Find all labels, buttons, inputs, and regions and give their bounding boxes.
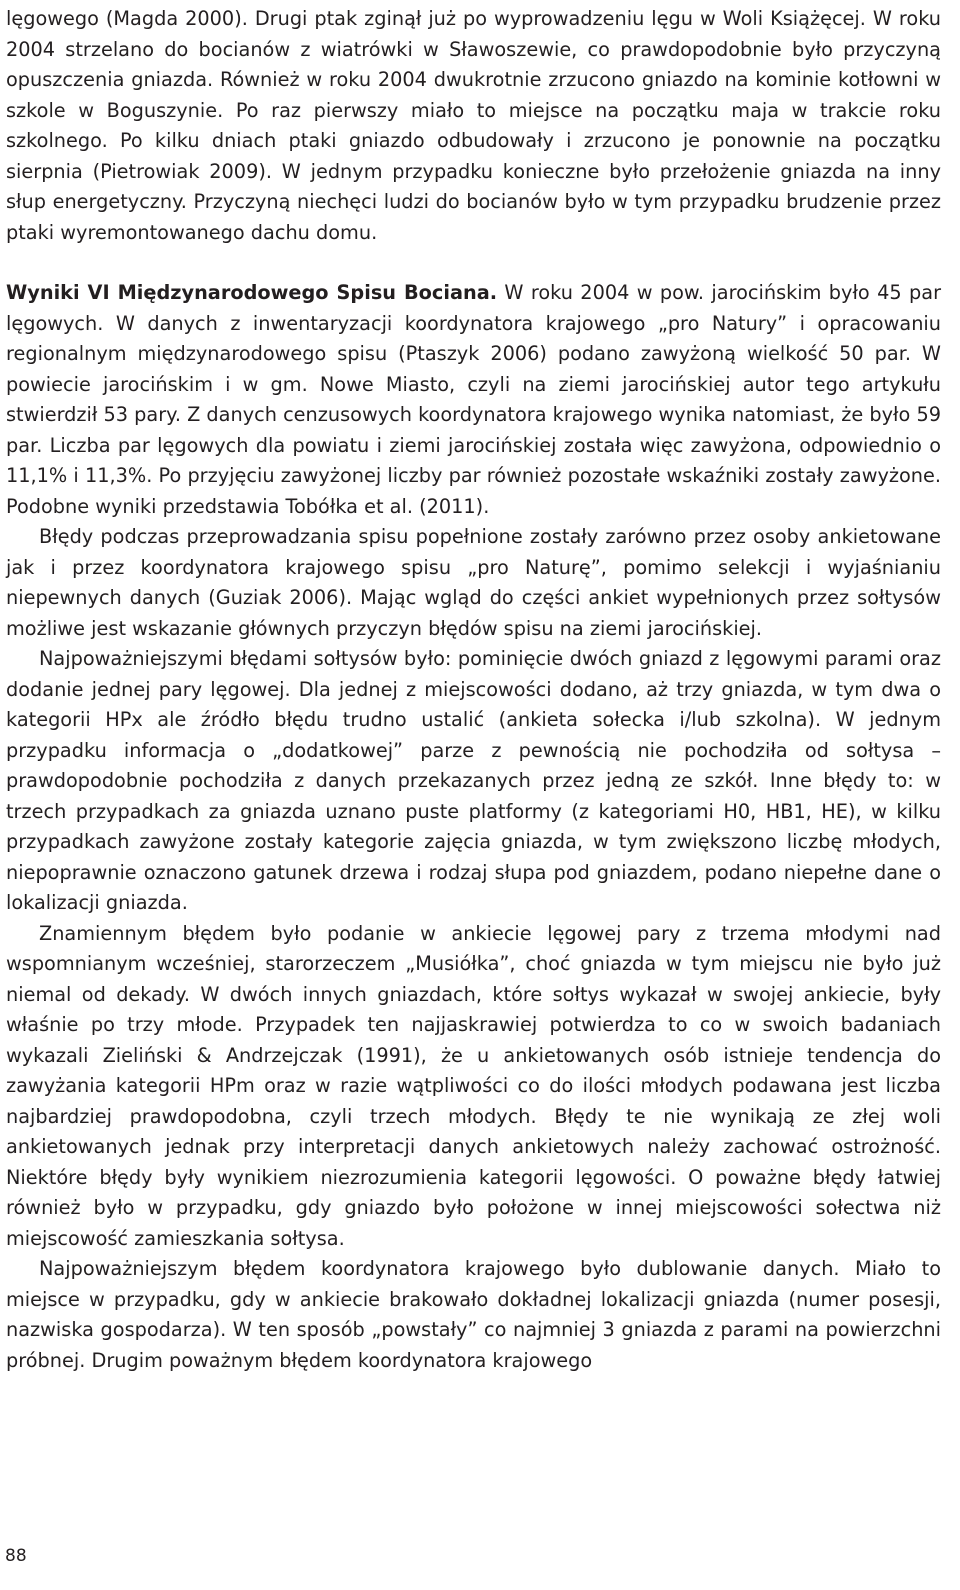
paragraph-4: Najpoważniejszymi błędami sołtysów było: pominięcie dwóch gniazd z lęgowymi parami oraz dodanie jednej pary lęgowej. Dla jednej z miejscowości dodano, aż trzy gniazda, w tym dwa o kategorii HPx ale źródło błędu trudno ustalić (ankieta sołecka i/lub szkolna). W jednym przypadku informacja o „dodatkowej” parze z pewnością nie pochodziła od sołtysa – prawdopodobnie pochodziła z danych przekazanych przez jedną ze szkół. Inne błędy to: w trzech przypadkach za gniazda uznano puste platformy (z kategoriami H0, HB1, HE), w kilku przypadkach zawyżone zostały kategorie zajęcia gniazda, w tym zwiększono liczbę młodych, niepoprawnie oznaczono gatunek drzewa i rodzaj słupa pod gniazdem, podano niepełne dane o lokalizacji gniazda. — [6, 647, 941, 914]
paragraph-gap — [6, 248, 941, 278]
section-heading: Wyniki VI Międzynarodowego Spisu Bociana. — [6, 281, 498, 304]
paragraph-6: Najpoważniejszym błędem koordynatora krajowego było dublowanie danych. Miało to miejsce w przypadku, gdy w ankiecie brakowało dokładnej lokalizacji gniazda (numer posesji, nazwiska gospodarza). W ten sposób „powstały” co najmniej 3 gniazda z parami na powierzchni próbnej. Drugim poważnym błędem koordynatora krajowego — [6, 1257, 941, 1372]
paragraph-2-text: W roku 2004 w pow. jarocińskim było 45 par lęgowych. W danych z inwentaryzacji koordynatora krajowego „pro Natury” i opracowaniu regionalnym międzynarodowego spisu (Ptaszyk 2006) podano zawyżoną wielkość 50 par. W powiecie jarocińskim i w gm. Nowe Miasto, czyli na ziemi jarocińskiej autor tego artykułu stwierdził 53 pary. Z danych cenzusowych koordynatora krajowego wynika natomiast, że było 59 par. Liczba par lęgowych dla powiatu i ziemi jarocińskiej została więc zawyżona, odpowiednio o 11,1% i 11,3%. Po przyjęciu zawyżonej liczby par również pozostałe wskaźniki zostały zawyżone. Podobne wyniki przedstawia Tobółka et al. (2011). — [6, 281, 941, 518]
paragraph-3: Błędy podczas przeprowadzania spisu popełnione zostały zarówno przez osoby ankietowane jak i przez koordynatora krajowego spisu „pro Naturę”, pomimo selekcji i wyjaśnianiu niepewnych danych (Guziak 2006). Mając wgląd do części ankiet wypełnionych przez sołtysów możliwe jest wskazanie głównych przyczyn błędów spisu na ziemi jarocińskiej. — [6, 525, 941, 640]
paragraph-2 — [6, 278, 941, 522]
article-body — [6, 4, 941, 1376]
paragraph-1: lęgowego (Magda 2000). Drugi ptak zginął już po wyprowadzeniu lęgu w Woli Książęcej. W roku 2004 strzelano do bocianów z wiatrówki w Sławoszewie, co prawdopodobnie było przyczyną opuszczenia gniazda. Również w roku 2004 dwukrotnie zrzucono gniazdo na kominie kotłowni w szkole w Boguszynie. Po raz pierwszy miało to miejsce na początku maja w trakcie roku szkolnego. Po kilku dniach ptaki gniazdo odbudowały i zrzucono je ponownie na początku sierpnia (Pietrowiak 2009). W jednym przypadku konieczne było przełożenie gniazda na inny słup energetyczny. Przyczyną niechęci ludzi do bocianów było w tym przypadku brudzenie przez ptaki wyremontowanego dachu domu. — [6, 7, 941, 244]
page-number: 88 — [5, 1546, 27, 1566]
paragraph-5: Znamiennym błędem było podanie w ankiecie lęgowej pary z trzema młodymi nad wspomnianym wcześniej, starorzeczem „Musiółka”, choć gniazda w tym miejscu nie było już niemal od dekady. W dwóch innych gniazdach, które sołtys wykazał w swojej ankiecie, były właśnie po trzy młode. Przypadek ten najjaskrawiej potwierdza to co w swoich badaniach wykazali Zieliński & Andrzejczak (1991), że u ankietowanych osób istnieje tendencja do zawyżania kategorii HPm oraz w razie wątpliwości co do ilości młodych podawana jest liczba najbardziej prawdopodobna, czyli trzech młodych. Błędy te nie wynikają ze złej woli ankietowanych jednak przy interpretacji danych ankietowych należy zachować ostrożność. Niektóre błędy były wynikiem niezrozumienia kategorii lęgowości. O poważne błędy łatwiej również było w przypadku, gdy gniazdo było położone w innej miejscowości sołectwa niż miejscowość zamieszkania sołtysa. — [6, 921, 941, 1250]
